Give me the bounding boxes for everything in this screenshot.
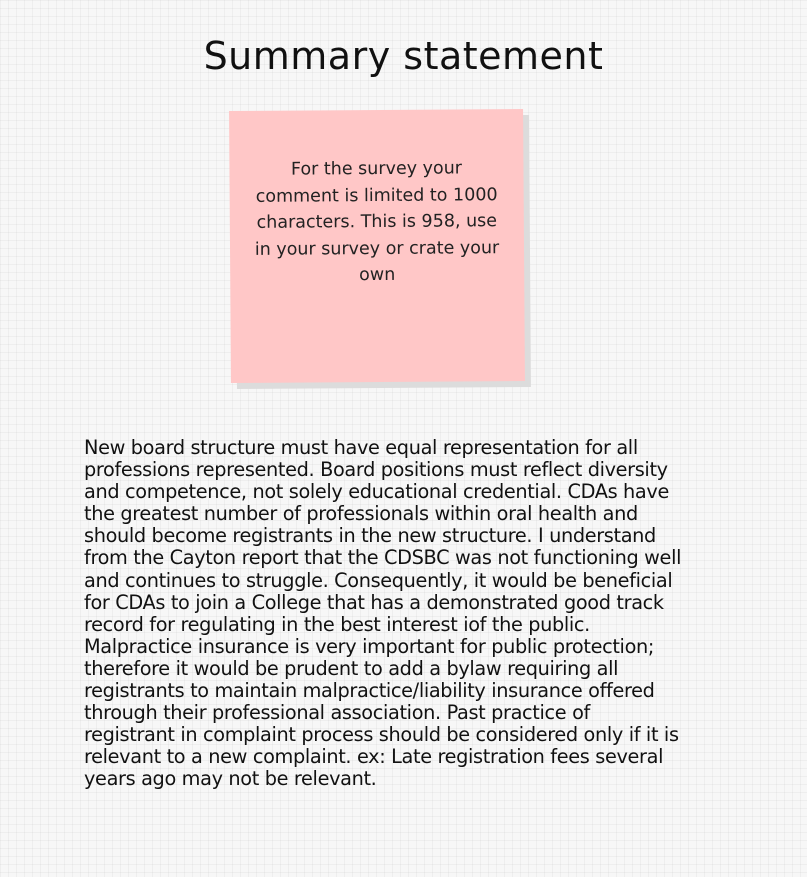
page-title: Summary statement [203,34,604,78]
sticky-note [229,109,525,383]
summary-statement-text: New board structure must have equal representation for all professions represented. Board positions must reflect diversity and competence, not solely educational credential. CDAs have the greatest number of professionals within oral health and should become registrants in the new structure. I understand from the Cayton report that the CDSBC was not functioning well and continues to struggle. Consequently, it would be beneficial for CDAs to join a College that has a demonstrated good track record for regulating in the best interest iof the public. Malpractice insurance is very important for public protection; therefore it would be prudent to add a bylaw requiring all registrants to maintain malpractice/liability insurance offered through their professional association. Past practice of registrant in complaint process should be considered only if it is relevant to a new complaint. ex: Late registration fees several years ago may not be relevant. [84,436,682,791]
sticky-note-text: For the survey your comment is limited to 1000 characters. This is 958, use in your survey or crate your own [254,158,500,286]
